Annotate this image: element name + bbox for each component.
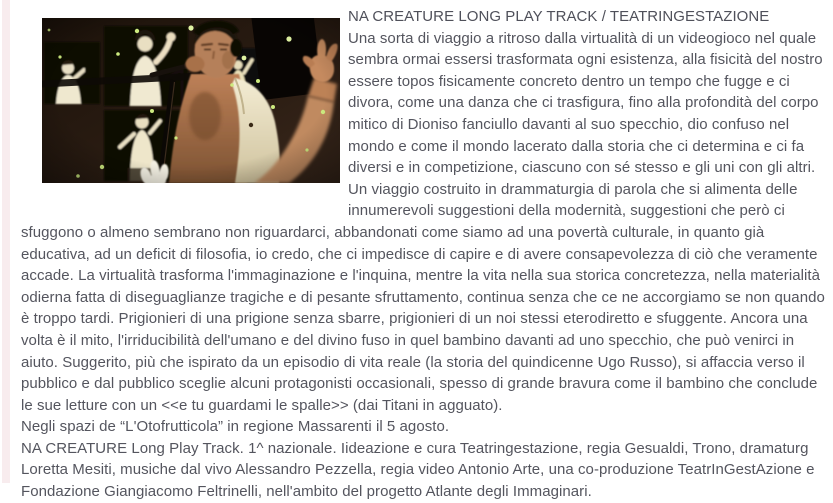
performance-photo [42,18,340,183]
article [21,6,825,503]
page-left-border [2,0,10,483]
article-paragraph-main: Una sorta di viaggio a ritroso dalla virtualità di un videogioco nel quale sembra ormai essersi trasformata ogni esistenza, alla fisicità del nostro essere topos fisicamente concreto dentro un tempo che fugge e ci divora, come una danza che ci trasfigura, fino alla profondità del corpo mitico di Dioniso fanciullo davanti al suo specchio, dio confuso nel mondo e come il mondo lacerato dalla storia che ci determina e ci fa diversi e in competizione, ciascuno con sé stesso e gli uni con gli altri. Un viaggio costruito in drammaturgia di parola che si alimenta delle innumerevoli suggestioni della modernità, suggestioni che però ci sfuggono o almeno sembrano non riguardarci, abbandonati come siamo ad una povertà culturale, in quanto già educativa, ad un deficit di filosofia, io credo, che ci impedisce di capire e di avere consapevolezza di ciò che veramente accade. La virtualità trasforma l'immaginazione e l'inquina, mentre la vita nella sua storica concretezza, nella materialità odierna fatta di diseguaglianze tragiche e di pesante sfruttamento, continua senza che ce ne accorgiamo se non quando è troppo tardi. Prigionieri di una prigione senza sbarre, prigionieri di un noi stessi eterodiretto e sfuggente. Ancora una volta è il mito, l'irriducibilità dell'umano e del divino fuso in quel bambino davanti ad uno specchio, che può venirci in aiuto. Suggerito, più che ispirato da un episodio di vita reale (la storia del quindicenne Ugo Russo), si affaccia verso il pubblico e dal pubblico sceglie alcuni protagonisti occasionali, spesso di grande bravura come il bambino che conclude le sue letture con un <<e tu guardami le spalle>> (dai Titani in agguato). [21,29,825,414]
article-paragraph-credits: NA CREATURE Long Play Track. 1^ nazionale. Iideazione e cura Teatringestazione, regia Gesualdi, Trono, dramaturg Loretta Mesiti, musiche dal vivo Alessandro Pezzella, regia video Antonio Arte, una co-produzione TeatrInGestAzione e Fondazione Giangiacomo Feltrinelli, nell'ambito del progetto Atlante degli Immaginari. [21,439,815,501]
performance-photo-graphic [42,18,340,183]
article-paragraph-venue: Negli spazi de “L'Otofrutticola” in regione Massarenti il 5 agosto. [21,418,450,436]
article-title: NA CREATURE LONG PLAY TRACK / TEATRINGESTAZIONE [348,8,770,25]
